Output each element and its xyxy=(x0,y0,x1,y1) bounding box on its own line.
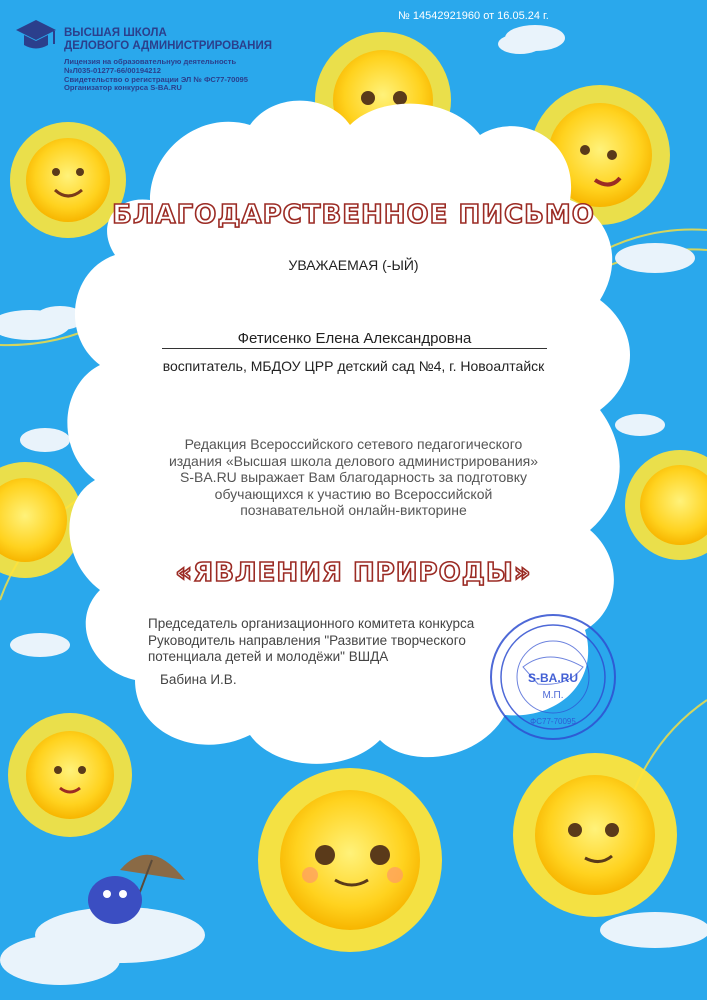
body-line: издания «Высшая школа делового администрирования» xyxy=(168,452,539,469)
signer-name: Бабина И.В. xyxy=(160,672,237,687)
license-line: Лицензия на образовательную деятельность xyxy=(64,57,237,66)
signature-block xyxy=(148,616,474,666)
stamp-mp-text: М.П. xyxy=(542,690,564,701)
graduation-cap-logo-icon xyxy=(12,14,60,56)
body-line: S-BA.RU выражает Вам благодарность за подготовку xyxy=(180,469,527,485)
org-name-line-2: ДЕЛОВОГО АДМИНИСТРИРОВАНИЯ xyxy=(64,40,273,52)
event-title: «ЯВЛЕНИЯ ПРИРОДЫ» xyxy=(175,558,532,588)
license-line: Организатор конкурса S-BA.RU xyxy=(64,83,182,93)
stamp-site-text: S-BA.RU xyxy=(528,671,578,685)
signature-line: Председатель организационного комитета конкурса xyxy=(148,616,475,631)
org-name xyxy=(64,27,272,53)
recipient-position: воспитатель, МБДОУ ЦРР детский сад №4, г. Новоалтайск xyxy=(162,358,545,374)
body-line: обучающихся к участию во Всероссийской xyxy=(214,485,493,502)
org-name-line-1: ВЫСШАЯ ШКОЛА xyxy=(64,27,167,39)
signature-line: Руководитель направления "Развитие творческого xyxy=(148,632,466,648)
license-line: Свидетельство о регистрации ЭЛ № ФС77-70095 xyxy=(64,74,248,84)
body-text xyxy=(140,436,567,519)
document-number: № 14542921960 от 16.05.24 г. xyxy=(398,10,549,22)
official-stamp-icon xyxy=(488,612,618,742)
certificate-title: БЛАГОДАРСТВЕННОЕ ПИСЬМО xyxy=(112,200,595,230)
signature-line: потенциала детей и молодёжи" ВШДА xyxy=(148,649,389,664)
body-line: Редакция Всероссийского сетевого педагогического xyxy=(184,436,523,452)
license-line: №Л035-01277-66/00194212 xyxy=(64,65,161,75)
recipient-name: Фетисенко Елена Александровна xyxy=(162,330,547,349)
license-info xyxy=(64,58,248,93)
body-line: познавательной онлайн-викторине xyxy=(240,502,467,518)
sun-icon-bottom-center xyxy=(258,768,442,952)
sun-icon-bottom-right xyxy=(513,753,677,917)
salutation: УВАЖАЕМАЯ (-ЫЙ) xyxy=(288,257,419,273)
stamp-reg-text: ФС77-70095 xyxy=(530,717,576,726)
sun-icon-bottom-left xyxy=(8,713,132,837)
